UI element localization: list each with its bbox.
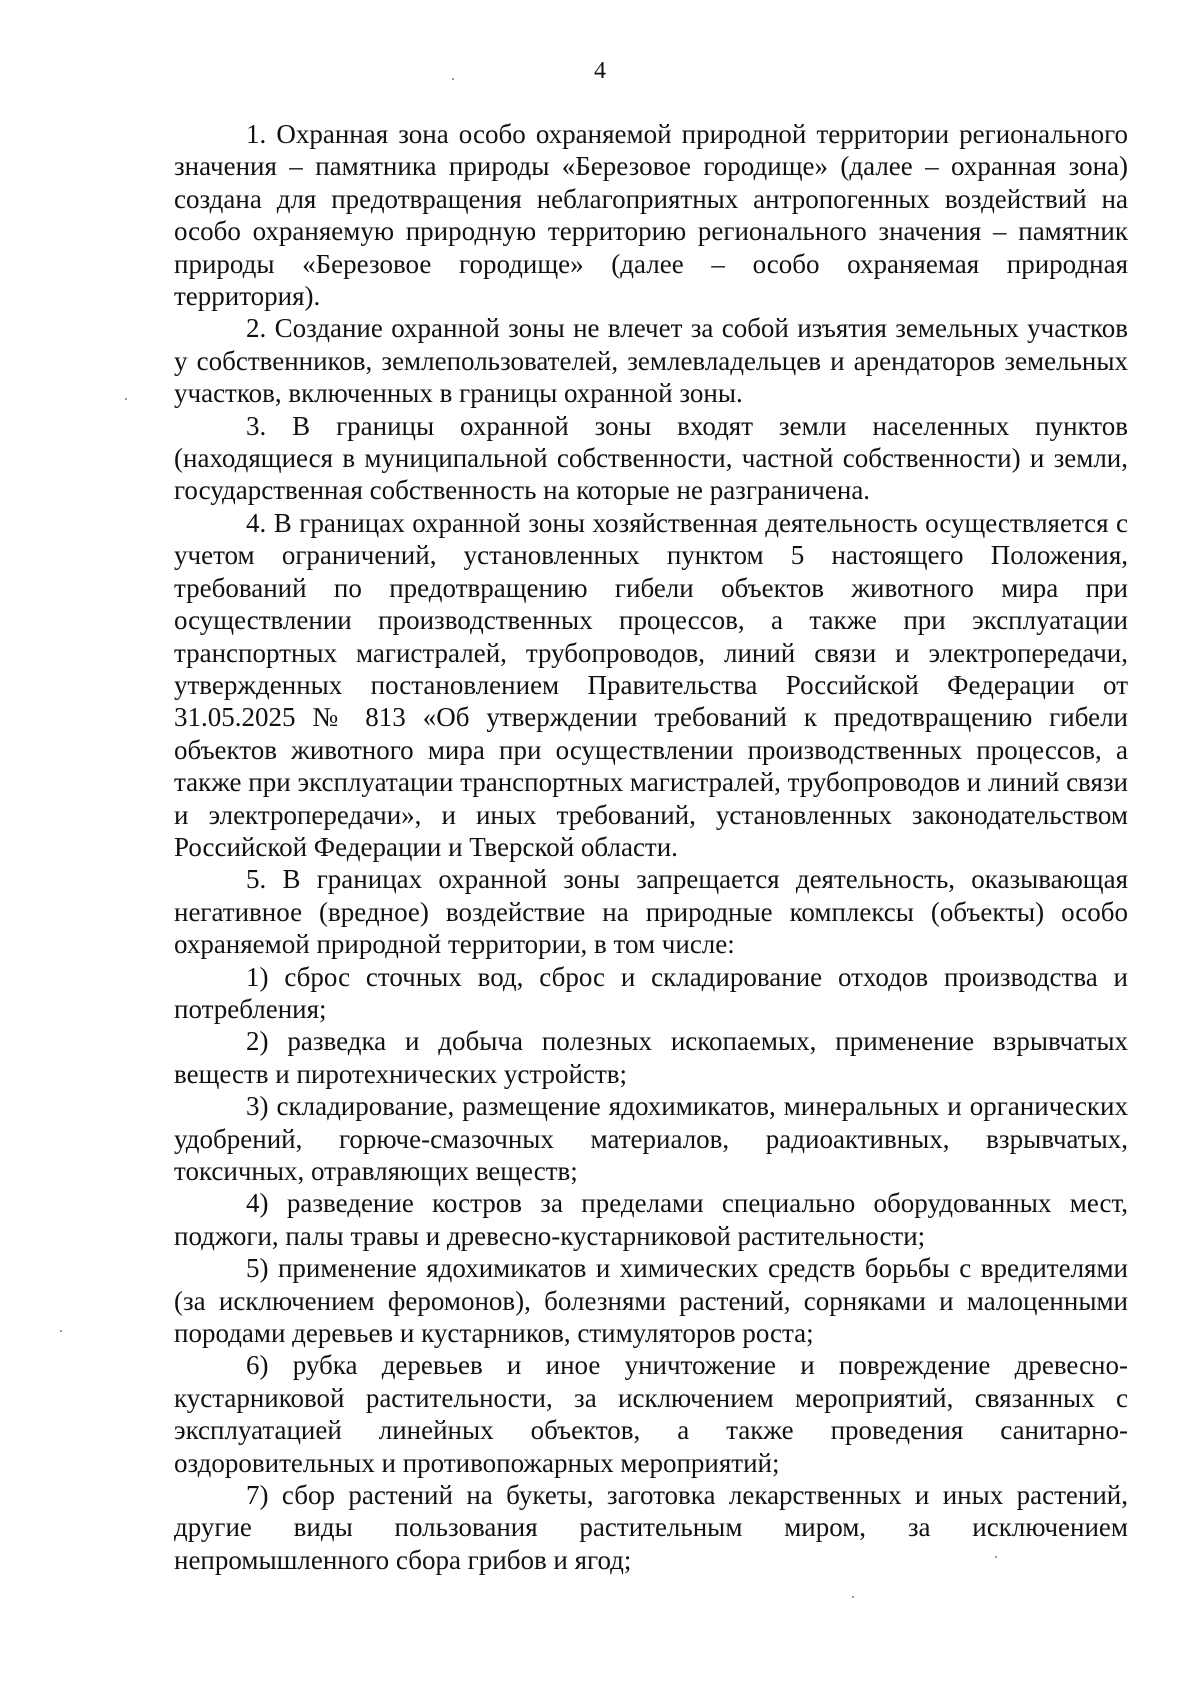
paragraph-2: 2. Создание охранной зоны не влечет за собой изъятия земельных участков у собственников, землепользователей, землевладельцев и арендаторов земельных участков, включенных в границы охранной зоны.	[174, 313, 1128, 409]
scan-speck	[60, 1330, 62, 1332]
document-body	[174, 118, 1128, 1576]
list-item-4: 4) разведение костров за пределами специально оборудованных мест, поджоги, палы травы и древесно-кустарниковой растительности;	[174, 1188, 1128, 1251]
paragraph-3: 3. В границы охранной зоны входят земли населенных пунктов (находящиеся в муниципальной собственности, частной собственности) и земли, государственная собственность на которые не разграничена.	[174, 410, 1128, 506]
list-item-2: 2) разведка и добыча полезных ископаемых, применение взрывчатых веществ и пиротехнических устройств;	[174, 1026, 1128, 1089]
list-item-5: 5) применение ядохимикатов и химических средств борьбы с вредителями (за исключением феромонов), болезнями растений, сорняками и малоценными породами деревьев и кустарников, стимуляторов роста;	[174, 1253, 1128, 1349]
list-item-7: 7) сбор растений на букеты, заготовка лекарственных и иных растений, другие виды пользования растительным миром, за исключением непромышленного сбора грибов и ягод;	[174, 1480, 1128, 1575]
scan-speck	[125, 398, 127, 400]
list-item-3: 3) складирование, размещение ядохимикатов, минеральных и органических удобрений, горюче-смазочных материалов, радиоактивных, взрывчатых, токсичных, отравляющих веществ;	[174, 1091, 1128, 1186]
scan-speck	[452, 78, 454, 80]
list-item-1: 1) сброс сточных вод, сброс и складирование отходов производства и потребления;	[174, 961, 1128, 1024]
paragraph-5: 5. В границах охранной зоны запрещается деятельность, оказывающая негативное (вредное) воздействие на природные комплексы (объекты) особо охраняемой природной территории, в том числе:	[174, 864, 1128, 960]
list-item-6: 6) рубка деревьев и иное уничтожение и повреждение древесно-кустарниковой растительности, за исключением мероприятий, связанных с эксплуатацией линейных объектов, а также проведения санитарно-оздоровительных и противопожарных мероприятий;	[174, 1350, 1128, 1478]
page-number: 4	[594, 58, 606, 84]
scan-speck	[995, 1556, 997, 1558]
paragraph-1: 1. Охранная зона особо охраняемой природной территории регионального значения – памятника природы «Березовое городище» (далее – охранная зона) создана для предотвращения неблагоприятных антропогенных воздействий на особо охраняемую природную территорию регионального значения – памятник природы «Березовое городище» (далее – особо охраняемая природная территория).	[174, 119, 1128, 312]
paragraph-4: 4. В границах охранной зоны хозяйственная деятельность осуществляется с учетом ограничений, установленных пунктом 5 настоящего Положения, требований по предотвращению гибели объектов животного мира при осуществлении производственных процессов, а также при эксплуатации транспортных магистралей, трубопроводов, линий связи и электропередачи, утвержденных постановлением Правительства Российской Федерации от 31.05.2025 № 813 «Об утверждении требований к предотвращению гибели объектов животного мира при осуществлении производственных процессов, а также при эксплуатации транспортных магистралей, трубопроводов и линий связи и электропередачи», и иных требований, установленных законодательством Российской Федерации и Тверской области.	[174, 507, 1128, 862]
scan-speck	[852, 1596, 854, 1598]
